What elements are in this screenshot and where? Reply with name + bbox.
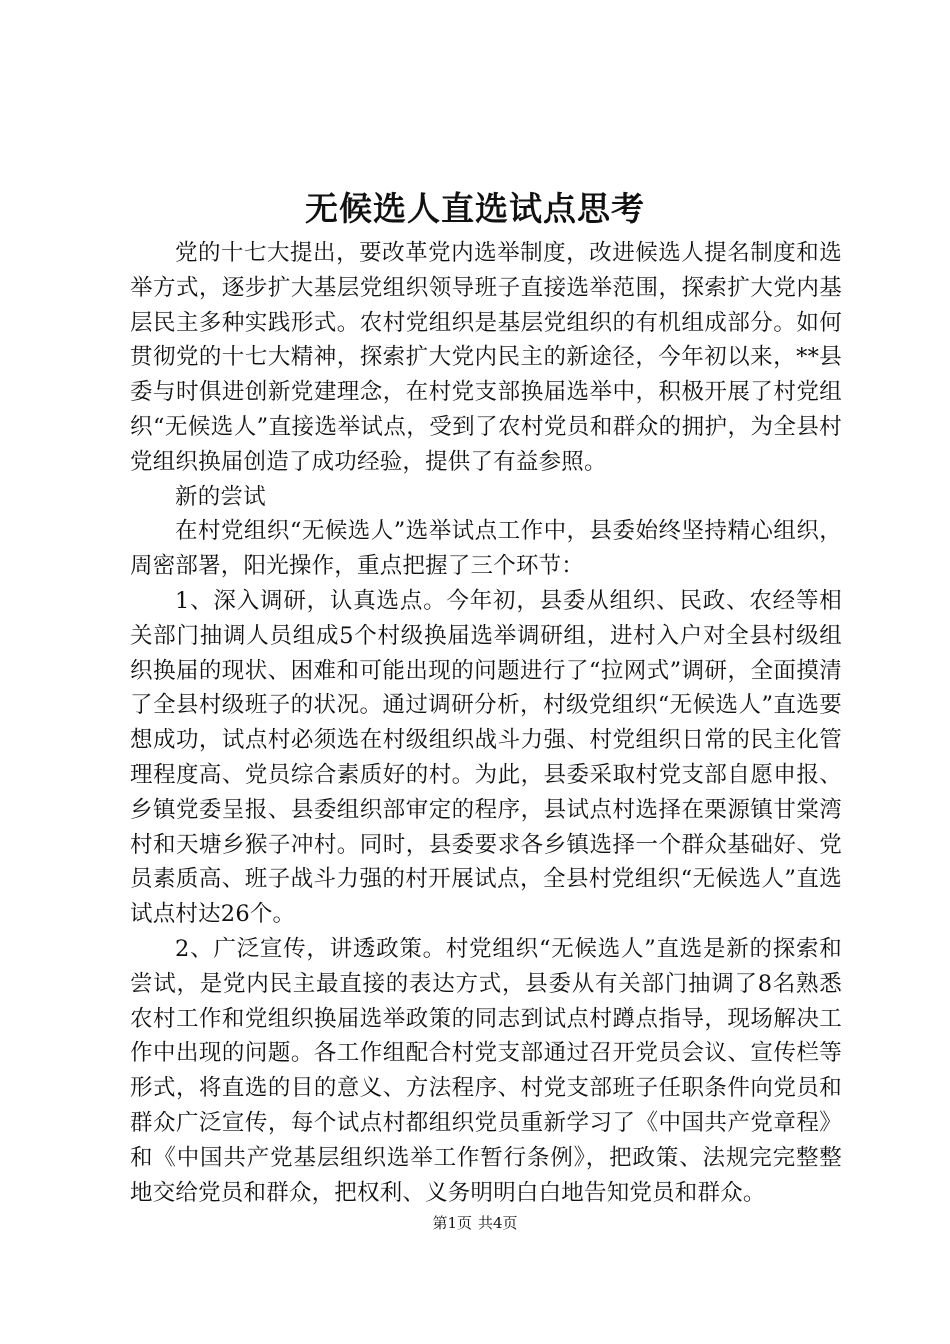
paragraph-intro: 党的十七大提出，要改革党内选举制度，改进候选人提名制度和选举方式，逐步扩大基层党组织领导班子直接选举范围，探索扩大党内基层民主多种实践形式。农村党组织是基层党组织的有机组成部分。如何贯彻党的十七大精神，探索扩大党内民主的新途径，今年初以来，**县委与时俱进创新党建理念，在村党支部换届选举中，积极开展了村党组织“无候选人”直接选举试点，受到了农村党员和群众的拥护，为全县村党组织换届创造了成功经验，提供了有益参照。	[130, 240, 842, 475]
page-number: 第1页	[432, 1214, 472, 1232]
paragraph-point-1: 1、深入调研，认真选点。今年初，县委从组织、民政、农经等相关部门抽调人员组成5个村级换届选举调研组，进村入户对全县村级组织换届的现状、困难和可能出现的问题进行了“拉网式”调研，全面摸清了全县村级班子的状况。通过调研分析，村级党组织“无候选人”直选要想成功，试点村必须选在村级组织战斗力强、村党组织日常的民主化管理程度高、党员综合素质好的村。为此，县委采取村党支部自愿申报、乡镇党委呈报、县委组织部审定的程序，县试点村选择在栗源镇甘棠湾村和天塘乡猴子冲村。同时，县委要求各乡镇选择一个群众基础好、党员素质高、班子战斗力强的村开展试点，全县村党组织“无候选人”直选试点村达26个。	[130, 587, 842, 928]
document-body	[130, 236, 842, 1210]
section-heading-new-attempt: 新的尝试	[175, 483, 266, 510]
paragraph-overview: 在村党组织“无候选人”选举试点工作中，县委始终坚持精心组织，周密部署，阳光操作，重点把握了三个环节：	[130, 518, 842, 580]
paragraph-point-2: 2、广泛宣传，讲透政策。村党组织“无候选人”直选是新的探索和尝试，是党内民主最直接的表达方式，县委从有关部门抽调了8名熟悉农村工作和党组织换届选举政策的同志到试点村蹲点指导，现场解决工作中出现的问题。各工作组配合村党支部通过召开党员会议、宣传栏等形式，将直选的目的意义、方法程序、村党支部班子任职条件向党员和群众广泛宣传，每个试点村都组织党员重新学习了《中国共产党章程》和《中国共产党基层组织选举工作暂行条例》，把政策、法规完完整整地交给党员和群众，把权利、义务明明白白地告知党员和群众。	[130, 935, 842, 1206]
document-title: 无候选人直选试点思考	[305, 189, 645, 228]
page-total: 共4页	[478, 1214, 518, 1232]
page-footer	[0, 1212, 950, 1234]
